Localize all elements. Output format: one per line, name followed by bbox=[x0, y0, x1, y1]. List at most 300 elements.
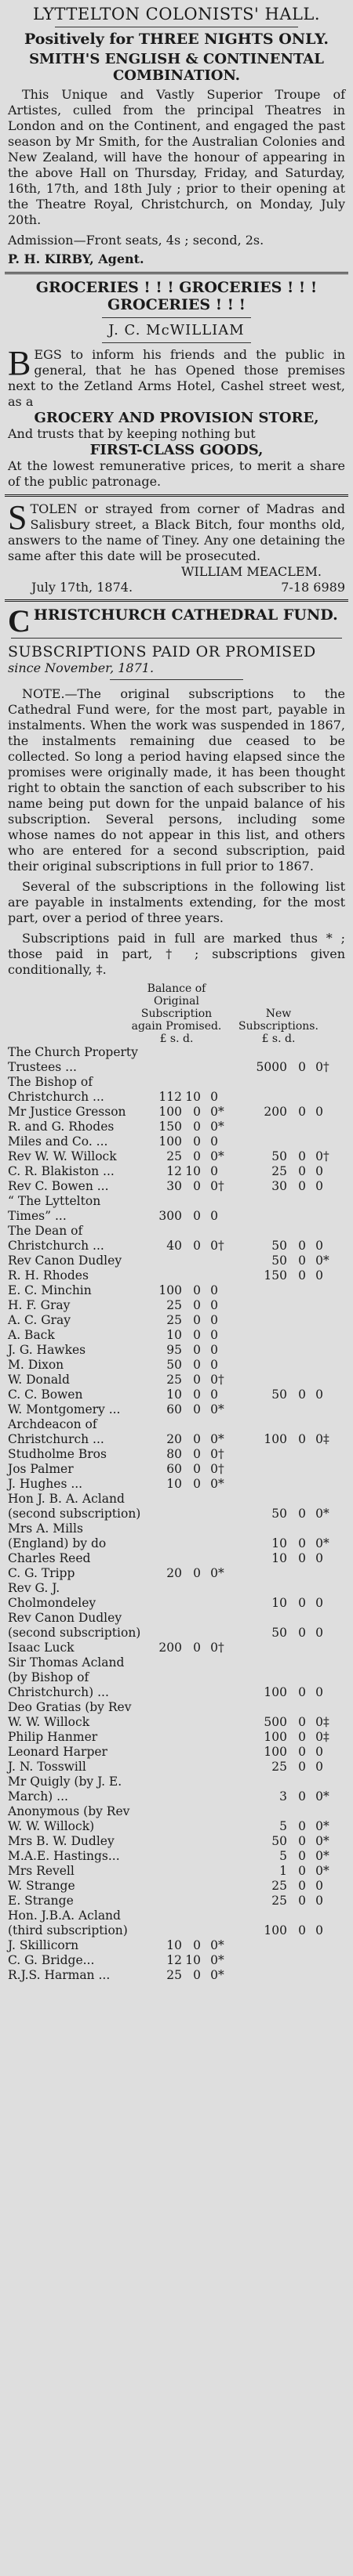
amount-cells bbox=[141, 1179, 345, 1194]
new-pounds: 50 bbox=[271, 1387, 287, 1402]
subscriber-name: R.J.S. Harman ... bbox=[8, 1968, 111, 1982]
amount-cells bbox=[141, 1551, 345, 1566]
table-row bbox=[8, 1775, 345, 1804]
subscriber-name: Mr Justice Gresson bbox=[8, 1105, 126, 1119]
new-shillings: 0 bbox=[298, 1879, 306, 1893]
balance-mark bbox=[218, 1834, 231, 1849]
balance-pence: 0 bbox=[210, 1358, 218, 1372]
new-mark bbox=[323, 1551, 336, 1566]
subscriber-name: E. Strange bbox=[8, 1894, 74, 1908]
balance-shillings bbox=[182, 1834, 201, 1849]
table-row bbox=[8, 1968, 345, 1983]
subscriber-name: W. Strange bbox=[8, 1879, 75, 1893]
balance-mark bbox=[218, 1819, 231, 1834]
new-pence: 0 bbox=[315, 1536, 323, 1550]
balance-pence: 0 bbox=[210, 1179, 218, 1193]
table-row bbox=[8, 1224, 345, 1254]
table-row bbox=[8, 1804, 345, 1834]
amount-cells bbox=[141, 1507, 345, 1521]
balance-pounds: 25 bbox=[166, 1373, 182, 1387]
subscriber-name: Charles Reed bbox=[8, 1551, 91, 1565]
balance-shillings bbox=[182, 1268, 201, 1283]
balance-pence: 0 bbox=[210, 1938, 218, 1952]
balance-pence: 0 bbox=[210, 1402, 218, 1416]
new-pence: 0 bbox=[315, 1105, 323, 1119]
amount-cells bbox=[141, 1283, 345, 1298]
new-mark: * bbox=[323, 1254, 329, 1268]
new-pounds bbox=[242, 1090, 287, 1105]
subscriber-name: C. C. Bowen bbox=[8, 1387, 83, 1402]
balance-pence: 0 bbox=[210, 1641, 218, 1655]
stolen-body-text: TOLEN or strayed from corner of Madras and Salisbury street, a Black Bitch, four months old, answers to the name of Tiney. Any one detaining the same after this date will be prosecuted. bbox=[8, 501, 345, 563]
new-pence bbox=[306, 1373, 323, 1387]
balance-mark bbox=[218, 1879, 231, 1894]
balance-mark bbox=[218, 1343, 231, 1358]
subscriber-name: The Bishop of Christchurch ... bbox=[8, 1075, 104, 1104]
new-mark bbox=[323, 1879, 336, 1894]
balance-mark: * bbox=[218, 1149, 224, 1163]
balance-pounds bbox=[141, 1879, 182, 1894]
balance-shillings: 0 bbox=[193, 1343, 201, 1357]
balance-pounds: 25 bbox=[166, 1298, 182, 1312]
new-pounds bbox=[242, 1447, 287, 1462]
new-pence: 0 bbox=[315, 1507, 323, 1521]
balance-pence bbox=[201, 1819, 218, 1834]
new-mark: * bbox=[323, 1864, 329, 1878]
new-shillings: 0 bbox=[298, 1432, 306, 1446]
new-pounds: 50 bbox=[271, 1254, 287, 1268]
balance-pounds bbox=[141, 1626, 182, 1641]
new-pounds bbox=[242, 1313, 287, 1328]
new-mark bbox=[323, 1760, 336, 1775]
balance-pence: 0 bbox=[210, 1462, 218, 1476]
new-pounds bbox=[242, 1134, 287, 1149]
balance-shillings: 0 bbox=[193, 1105, 201, 1119]
table-row bbox=[8, 1417, 345, 1447]
dropcap-b: B bbox=[8, 344, 31, 382]
table-row bbox=[8, 1254, 345, 1268]
balance-pounds: 95 bbox=[166, 1343, 182, 1357]
new-pence: 0 bbox=[315, 1268, 323, 1283]
new-shillings bbox=[287, 1953, 306, 1968]
new-shillings: 0 bbox=[298, 1268, 306, 1283]
new-pence: 0 bbox=[315, 1149, 323, 1163]
subscriber-name: R. and G. Rhodes bbox=[8, 1120, 115, 1134]
column-balance-units: £ s. d. bbox=[159, 1033, 194, 1045]
balance-pence: 0 bbox=[210, 1090, 218, 1104]
balance-pence: 0 bbox=[210, 1968, 218, 1982]
new-mark bbox=[323, 1268, 336, 1283]
table-row bbox=[8, 1105, 345, 1120]
cathedral-subtitle: SUBSCRIPTIONS PAID OR PROMISED bbox=[8, 643, 316, 660]
subscriber-name: J. G. Hawkes bbox=[8, 1343, 86, 1357]
new-pounds bbox=[242, 1120, 287, 1134]
new-pence: 0 bbox=[315, 1789, 323, 1804]
balance-shillings: 0 bbox=[193, 1209, 201, 1223]
balance-shillings: 0 bbox=[193, 1938, 201, 1952]
new-pounds: 50 bbox=[271, 1239, 287, 1253]
subscriber-name: J. Hughes ... bbox=[8, 1477, 83, 1491]
balance-shillings: 10 bbox=[185, 1090, 201, 1104]
stolen-signer: WILLIAM MEACLEM. bbox=[181, 564, 322, 579]
balance-shillings: 0 bbox=[193, 1298, 201, 1312]
balance-mark bbox=[218, 1283, 231, 1298]
table-row bbox=[8, 1581, 345, 1611]
balance-mark bbox=[218, 1923, 231, 1938]
column-new bbox=[227, 982, 329, 1045]
balance-mark bbox=[218, 1134, 231, 1149]
balance-pounds bbox=[141, 1760, 182, 1775]
new-pence: 0 bbox=[315, 1715, 323, 1729]
table-row bbox=[8, 1953, 345, 1968]
merchant-name: J. C. McWILLIAM bbox=[108, 322, 245, 338]
balance-pounds: 112 bbox=[158, 1090, 182, 1104]
new-mark bbox=[323, 1641, 336, 1655]
table-row bbox=[8, 1834, 345, 1849]
new-shillings bbox=[287, 1402, 306, 1417]
new-pounds bbox=[242, 1209, 287, 1224]
balance-pounds bbox=[141, 1060, 182, 1075]
balance-shillings bbox=[182, 1864, 201, 1879]
new-pence: 0 bbox=[315, 1179, 323, 1193]
admission-text: Admission—Front seats, 4s ; second, 2s. bbox=[8, 233, 264, 248]
balance-pounds bbox=[141, 1730, 182, 1745]
stolen-notice bbox=[0, 497, 353, 599]
new-mark: † bbox=[323, 1060, 329, 1074]
balance-mark: * bbox=[218, 1968, 224, 1982]
new-pence bbox=[306, 1953, 323, 1968]
new-mark bbox=[323, 1134, 336, 1149]
balance-shillings bbox=[182, 1626, 201, 1641]
balance-pence: 0 bbox=[210, 1120, 218, 1134]
balance-mark bbox=[218, 1685, 231, 1700]
new-mark bbox=[323, 1283, 336, 1298]
table-row bbox=[8, 1462, 345, 1477]
balance-shillings: 0 bbox=[193, 1328, 201, 1342]
balance-shillings bbox=[182, 1551, 201, 1566]
balance-pounds: 12 bbox=[166, 1953, 182, 1967]
new-pounds: 30 bbox=[271, 1179, 287, 1193]
table-row bbox=[8, 1120, 345, 1134]
new-mark: * bbox=[323, 1789, 329, 1804]
amount-cells bbox=[141, 1789, 345, 1804]
new-mark bbox=[323, 1387, 336, 1402]
balance-pence: 0 bbox=[210, 1343, 218, 1357]
new-mark bbox=[323, 1120, 336, 1134]
subscriber-name: Sir Thomas Acland (by Bishop of Christchurch) ... bbox=[8, 1655, 125, 1699]
subscriber-name: Rev W. W. Willock bbox=[8, 1149, 117, 1163]
balance-mark bbox=[218, 1596, 231, 1611]
amount-cells bbox=[141, 1209, 345, 1224]
amount-cells bbox=[141, 1060, 345, 1075]
column-balance bbox=[126, 982, 227, 1045]
balance-mark bbox=[218, 1760, 231, 1775]
new-pounds: 500 bbox=[264, 1715, 287, 1729]
subscriber-name: Archdeacon of Christchurch ... bbox=[8, 1417, 104, 1446]
balance-pence bbox=[201, 1789, 218, 1804]
subscriber-name: A. C. Gray bbox=[8, 1313, 71, 1327]
column-new-units: £ s. d. bbox=[261, 1033, 296, 1045]
balance-mark bbox=[218, 1298, 231, 1313]
balance-mark bbox=[218, 1164, 231, 1179]
balance-pounds bbox=[141, 1849, 182, 1864]
balance-pence bbox=[201, 1864, 218, 1879]
stolen-date: July 17th, 1874. bbox=[31, 580, 133, 595]
subscriber-name: Rev Canon Dudley (second subscription) bbox=[8, 1611, 141, 1640]
balance-pence: 0 bbox=[210, 1164, 218, 1178]
subscriber-name: Jos Palmer bbox=[8, 1462, 74, 1476]
balance-shillings: 10 bbox=[185, 1953, 201, 1967]
table-row bbox=[8, 1149, 345, 1164]
subscriber-name: Isaac Luck bbox=[8, 1641, 75, 1655]
balance-pounds: 25 bbox=[166, 1149, 182, 1163]
new-shillings: 0 bbox=[298, 1551, 306, 1565]
cathedral-title bbox=[8, 603, 345, 639]
balance-shillings: 0 bbox=[193, 1239, 201, 1253]
new-shillings bbox=[287, 1313, 306, 1328]
new-pence bbox=[306, 1120, 323, 1134]
new-pounds bbox=[242, 1477, 287, 1492]
amount-cells bbox=[141, 1641, 345, 1655]
balance-mark bbox=[218, 1507, 231, 1521]
balance-pence: 0 bbox=[210, 1283, 218, 1297]
balance-shillings: 0 bbox=[193, 1402, 201, 1416]
new-shillings: 0 bbox=[298, 1149, 306, 1163]
new-pence bbox=[306, 1358, 323, 1373]
subscriber-name: Rev Canon Dudley bbox=[8, 1254, 122, 1268]
balance-shillings: 0 bbox=[193, 1968, 201, 1982]
new-pence bbox=[306, 1938, 323, 1953]
balance-mark: † bbox=[218, 1447, 224, 1461]
new-pounds bbox=[242, 1953, 287, 1968]
new-mark: * bbox=[323, 1849, 329, 1863]
balance-pence: 0 bbox=[210, 1373, 218, 1387]
new-shillings bbox=[287, 1358, 306, 1373]
balance-pounds bbox=[141, 1596, 182, 1611]
balance-pence: 0 bbox=[210, 1387, 218, 1402]
new-pounds: 5000 bbox=[256, 1060, 287, 1074]
table-row bbox=[8, 1760, 345, 1775]
balance-pence bbox=[201, 1849, 218, 1864]
amount-cells bbox=[141, 1120, 345, 1134]
new-shillings: 0 bbox=[298, 1760, 306, 1774]
new-pence bbox=[306, 1209, 323, 1224]
balance-mark bbox=[218, 1849, 231, 1864]
new-pounds: 25 bbox=[271, 1894, 287, 1908]
new-pence: 0 bbox=[315, 1387, 323, 1402]
subscriber-name: Mrs B. W. Dudley bbox=[8, 1834, 115, 1848]
new-pence bbox=[306, 1134, 323, 1149]
table-row bbox=[8, 1938, 345, 1953]
balance-shillings: 0 bbox=[193, 1179, 201, 1193]
balance-shillings bbox=[182, 1254, 201, 1268]
balance-pounds bbox=[141, 1745, 182, 1760]
balance-pounds bbox=[141, 1268, 182, 1283]
hall-body: This Unique and Vastly Superior Troupe of Artistes, culled from the principal Theatres in London and on the Continent, and engaged the past season by Mr Smith, for the Australian Colonies and New Zealand, will have the honour of appearing in the above Hall on Thursday, Friday, and Saturday, 16th, 17th, and 18th July ; prior to their opening at the Theatre Royal, Christchurch, on Monday, July 20th. bbox=[8, 87, 345, 227]
agent-name: P. H. KIRBY, Agent. bbox=[8, 251, 144, 266]
subscriber-name: C. G. Bridge... bbox=[8, 1953, 95, 1967]
new-pence: 0 bbox=[315, 1864, 323, 1878]
subscriber-name: H. F. Gray bbox=[8, 1298, 71, 1312]
balance-shillings bbox=[182, 1730, 201, 1745]
new-shillings bbox=[287, 1373, 306, 1387]
amount-cells bbox=[141, 1894, 345, 1908]
balance-mark: * bbox=[218, 1953, 224, 1967]
new-pounds bbox=[242, 1283, 287, 1298]
balance-pence bbox=[201, 1730, 218, 1745]
balance-pounds bbox=[141, 1685, 182, 1700]
balance-mark bbox=[218, 1715, 231, 1730]
balance-mark: * bbox=[218, 1432, 224, 1446]
new-pence: 0 bbox=[315, 1254, 323, 1268]
subscriber-name: Philip Hanmer bbox=[8, 1730, 98, 1744]
balance-mark bbox=[218, 1268, 231, 1283]
amount-cells bbox=[141, 1239, 345, 1254]
table-row bbox=[8, 1745, 345, 1760]
balance-mark bbox=[218, 1789, 231, 1804]
new-mark bbox=[323, 1313, 336, 1328]
table-row bbox=[8, 1611, 345, 1641]
subscriber-name: Anonymous (by Rev W. W. Willock) bbox=[8, 1804, 130, 1833]
new-mark bbox=[323, 1968, 336, 1983]
new-mark bbox=[323, 1402, 336, 1417]
balance-mark bbox=[218, 1745, 231, 1760]
new-pence: 0 bbox=[315, 1819, 323, 1833]
new-mark bbox=[323, 1328, 336, 1343]
new-pence: 0 bbox=[315, 1432, 323, 1446]
new-pounds: 25 bbox=[271, 1164, 287, 1178]
balance-pence bbox=[201, 1536, 218, 1551]
new-pounds bbox=[242, 1373, 287, 1387]
balance-pounds: 60 bbox=[166, 1462, 182, 1476]
new-shillings bbox=[287, 1343, 306, 1358]
new-pence bbox=[306, 1402, 323, 1417]
new-shillings: 0 bbox=[298, 1730, 306, 1744]
new-pounds: 10 bbox=[271, 1551, 287, 1565]
balance-pence bbox=[201, 1760, 218, 1775]
new-shillings bbox=[287, 1462, 306, 1477]
new-shillings: 0 bbox=[298, 1715, 306, 1729]
balance-shillings: 0 bbox=[193, 1120, 201, 1134]
new-pounds bbox=[242, 1402, 287, 1417]
new-mark bbox=[323, 1923, 336, 1938]
table-row bbox=[8, 1894, 345, 1908]
new-pounds bbox=[242, 1641, 287, 1655]
new-shillings: 0 bbox=[298, 1745, 306, 1759]
balance-pounds bbox=[141, 1894, 182, 1908]
balance-shillings: 0 bbox=[193, 1566, 201, 1580]
new-mark bbox=[323, 1090, 336, 1105]
new-shillings: 0 bbox=[298, 1164, 306, 1178]
balance-mark: * bbox=[218, 1477, 224, 1491]
subscriber-name: The Dean of Christchurch ... bbox=[8, 1224, 104, 1253]
amount-cells bbox=[141, 1432, 345, 1447]
balance-shillings: 0 bbox=[193, 1373, 201, 1387]
table-row bbox=[8, 1283, 345, 1298]
new-mark: * bbox=[323, 1536, 329, 1550]
new-mark: * bbox=[323, 1834, 329, 1848]
balance-mark: † bbox=[218, 1641, 224, 1655]
amount-cells bbox=[141, 1760, 345, 1775]
table-row bbox=[8, 1730, 345, 1745]
balance-mark bbox=[218, 1209, 231, 1224]
new-mark bbox=[323, 1447, 336, 1462]
balance-mark bbox=[218, 1060, 231, 1075]
balance-mark bbox=[218, 1536, 231, 1551]
balance-pence bbox=[201, 1551, 218, 1566]
balance-mark: * bbox=[218, 1938, 224, 1952]
new-mark bbox=[323, 1938, 336, 1953]
balance-mark bbox=[218, 1254, 231, 1268]
balance-mark: * bbox=[218, 1402, 224, 1416]
new-mark bbox=[323, 1953, 336, 1968]
new-pounds bbox=[242, 1566, 287, 1581]
new-pence: 0 bbox=[315, 1551, 323, 1565]
amount-cells bbox=[141, 1373, 345, 1387]
table-row bbox=[8, 1655, 345, 1700]
balance-mark: † bbox=[218, 1239, 224, 1253]
balance-shillings: 0 bbox=[193, 1447, 201, 1461]
new-shillings: 0 bbox=[298, 1239, 306, 1253]
amount-cells bbox=[141, 1462, 345, 1477]
balance-shillings: 0 bbox=[193, 1358, 201, 1372]
balance-pence bbox=[201, 1745, 218, 1760]
new-shillings: 0 bbox=[298, 1789, 306, 1804]
amount-cells bbox=[141, 1596, 345, 1611]
balance-pence: 0 bbox=[210, 1566, 218, 1580]
balance-mark bbox=[218, 1313, 231, 1328]
balance-pence bbox=[201, 1834, 218, 1849]
new-pence: 0 bbox=[315, 1596, 323, 1610]
hall-advertisement bbox=[0, 0, 353, 272]
new-shillings: 0 bbox=[298, 1864, 306, 1878]
amount-cells bbox=[141, 1938, 345, 1953]
new-mark bbox=[323, 1685, 336, 1700]
table-row bbox=[8, 1179, 345, 1194]
new-pence bbox=[306, 1566, 323, 1581]
new-shillings: 0 bbox=[298, 1507, 306, 1521]
new-shillings: 0 bbox=[298, 1894, 306, 1908]
column-new-label: New Subscriptions. bbox=[238, 1008, 318, 1033]
balance-pounds bbox=[141, 1715, 182, 1730]
new-pounds: 100 bbox=[264, 1923, 287, 1937]
new-mark: * bbox=[323, 1507, 329, 1521]
balance-pence: 0 bbox=[210, 1432, 218, 1446]
amount-cells bbox=[141, 1358, 345, 1373]
subscriber-name: Mrs Revell bbox=[8, 1864, 75, 1878]
amount-cells bbox=[141, 1149, 345, 1164]
subscriber-name: W. Donald bbox=[8, 1373, 70, 1387]
new-pence: 0 bbox=[315, 1239, 323, 1253]
balance-pounds: 20 bbox=[166, 1432, 182, 1446]
balance-shillings: 0 bbox=[193, 1283, 201, 1297]
new-pence: 0 bbox=[315, 1849, 323, 1863]
new-mark bbox=[323, 1894, 336, 1908]
groceries-body bbox=[8, 344, 345, 410]
table-row bbox=[8, 1343, 345, 1358]
balance-shillings: 0 bbox=[193, 1387, 201, 1402]
new-pounds: 100 bbox=[264, 1432, 287, 1446]
balance-pence: 0 bbox=[210, 1313, 218, 1327]
new-pence bbox=[306, 1343, 323, 1358]
cathedral-title-text: HRISTCHURCH CATHEDRAL FUND. bbox=[33, 606, 338, 624]
balance-shillings: 0 bbox=[193, 1462, 201, 1476]
new-pence bbox=[306, 1968, 323, 1983]
table-row bbox=[8, 1164, 345, 1179]
new-shillings bbox=[287, 1283, 306, 1298]
new-pence: 0 bbox=[315, 1745, 323, 1759]
new-pounds bbox=[242, 1462, 287, 1477]
